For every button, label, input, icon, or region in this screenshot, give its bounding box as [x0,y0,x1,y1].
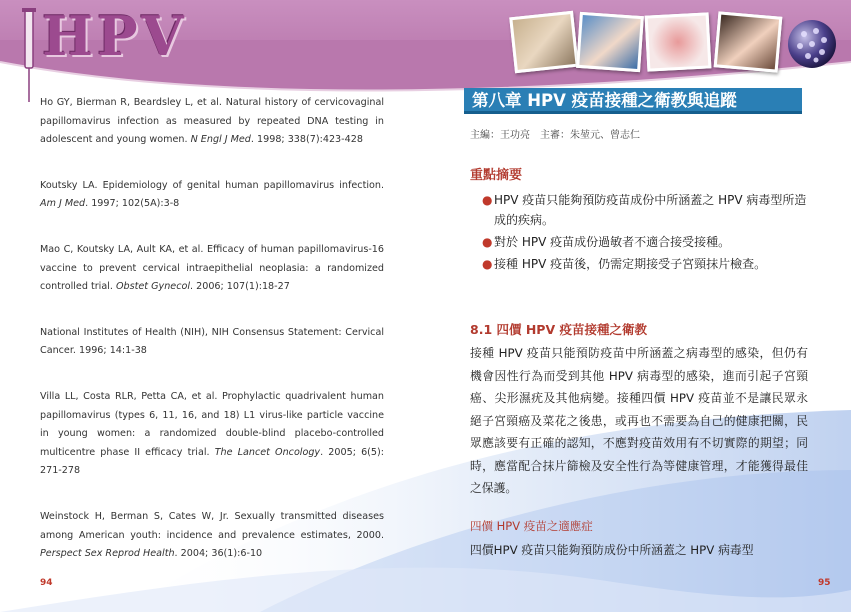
hpv-logo: HPV [42,4,188,68]
section-body: 接種 HPV 疫苗只能預防疫苗中所涵蓋之病毒型的感染，但仍有機會因性行為而受到其他 HPV 病毒型的感染，進而引起子宮頸癌、尖形濕疣及其他病變。接種四價 HPV 疫苗並不是讓民眾永絕子宮頸癌及菜花之後患，或再也不需要為自己的健康把關，民眾應該要有正確的認知，不應對疫苗效用有不切實際的期望；同時，應當配合抹片篩檢及安全性行為等健康管理，才能獲得最佳之保護。 [470,346,808,495]
syringe-icon [14,6,44,106]
bullet-icon: ● [482,257,493,271]
reference-item: National Institutes of Health (NIH), NIH Consensus Statement: Cervical Cancer. 1996; 14:1-38 [40,326,384,357]
reference-item: Ho GY, Bierman R, Beardsley L, et al. Natural history of cervicovaginal papillomavirus infection as measured by repeated DNA testing in adolescent and young women. N Engl J Med. 1998; 338(7):423-428 [40,97,384,146]
photo-strip [512,14,782,72]
virus-particle-icon [786,18,838,70]
chapter-title: 第八章 HPV 疫苗接種之衛教與追蹤 [464,88,802,114]
sub-body: 四價HPV 疫苗只能夠預防成份中所涵蓋之 HPV 病毒型 [470,543,754,557]
bullet-icon: ● [482,193,493,207]
list-item: ● 對於 HPV 疫苗成份過敏者不適合接受接種。 [480,232,810,252]
list-item: ● HPV 疫苗只能夠預防疫苗成份中所涵蓋之 HPV 病毒型所造成的疾病。 [480,190,810,230]
reference-item: Weinstock H, Berman S, Cates W, Jr. Sexually transmitted diseases among American youth: incidence and prevalence estimates, 2000. Perspect Sex Reprod Health. 2004; 36(1):6-10 [40,510,384,560]
section-heading: 8.1 四價 HPV 疫苗接種之衛教 [470,322,647,337]
reference-list [40,94,384,591]
summary-heading: 重點摘要 [470,168,523,183]
summary-bullets [480,190,810,276]
reference-item: Mao C, Koutsky LA, Ault KA, et al. Efficacy of human papillomavirus-16 vaccine to prevent cervical intraepithelial neoplasia: a randomized controlled trial. Obstet Gynecol. 2006; 107(1):18-27 [40,243,384,293]
photo-girls [576,12,644,72]
page-number-right: 95 [818,578,831,588]
reference-item: Koutsky LA. Epidemiology of genital human papillomavirus infection. Am J Med. 1997; 102(5A):3-8 [40,179,384,210]
editors-line: 主編：王功亮 主審：朱堃元、曾志仁 [470,130,640,141]
photo-women [509,11,579,73]
bullet-icon: ● [482,235,493,249]
reference-item: Villa LL, Costa RLR, Petta CA, et al. Prophylactic quadrivalent human papillomavirus (types 6, 11, 16, and 18) L1 virus-like particle vaccine in young women: a randomized double-blind placebo-controlled multicentre phase II efficacy trial. The Lancet Oncology. 2005; 6(5): 271-278 [40,390,385,477]
photo-girls-2 [714,11,783,72]
photo-map [645,12,712,71]
sub-heading: 四價 HPV 疫苗之適應症 [470,519,593,533]
list-item: ● 接種 HPV 疫苗後，仍需定期接受子宮頸抹片檢查。 [480,254,810,274]
page-number-left: 94 [40,578,53,588]
